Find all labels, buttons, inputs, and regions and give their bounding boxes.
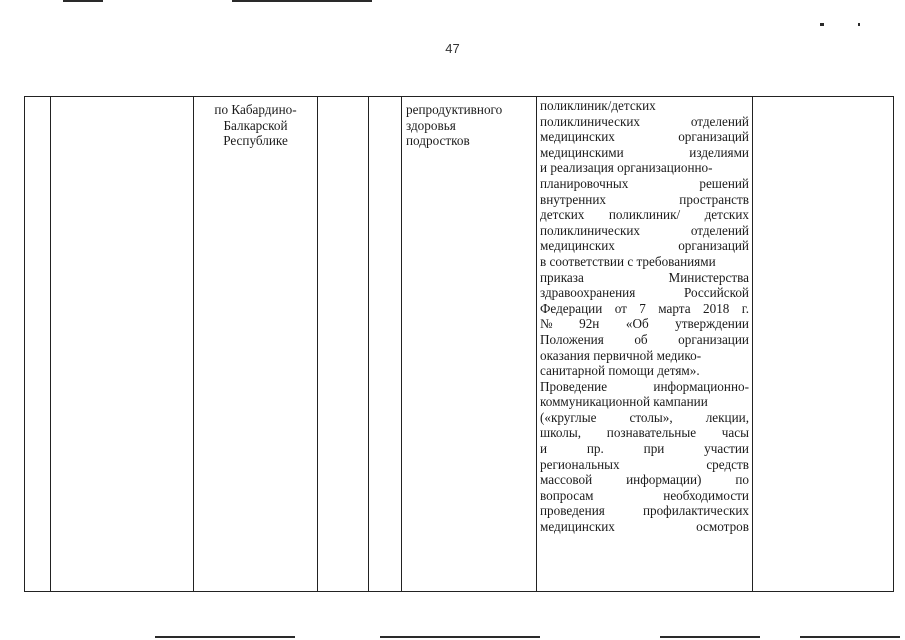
cell-end-date — [369, 97, 402, 592]
measures-word: поликлиник/ — [608, 207, 681, 223]
measures-line — [540, 129, 749, 145]
measures-word: лекции, — [705, 409, 749, 425]
measures-word: при — [643, 441, 665, 457]
measures-word: пр. — [586, 441, 604, 457]
executor-line: Республике — [223, 133, 288, 149]
measures-word: вопросам — [540, 487, 594, 503]
measures-line — [540, 457, 749, 473]
cell-executor — [194, 97, 318, 592]
measures-line — [540, 332, 749, 348]
measures-word: поликлинических — [540, 113, 641, 129]
scan-mark-bottom-left — [155, 636, 295, 638]
measures-word: детских — [704, 207, 749, 223]
measures-word: школы, — [540, 425, 582, 441]
measures-word: решений — [699, 175, 749, 191]
scan-mark-bottom-right — [800, 636, 900, 638]
measures-line: поликлиник/детских — [540, 98, 656, 113]
measures-line — [540, 145, 749, 161]
measures-word: осмотров — [696, 519, 749, 535]
table-row — [25, 97, 894, 592]
measures-word: региональных — [540, 456, 620, 472]
measures-word: поликлинических — [540, 222, 641, 238]
measures-word: участии — [704, 441, 749, 457]
measures-word: от — [614, 300, 627, 316]
measures-line — [540, 316, 749, 332]
measures-word: внутренних — [540, 191, 607, 207]
measures-word: информационно- — [653, 378, 749, 394]
activity-line: подростков — [406, 133, 470, 149]
measures-word: познавательные — [606, 425, 697, 441]
measures-word: изделиями — [689, 144, 749, 160]
page-number: 47 — [445, 41, 460, 56]
measures-word: медицинских — [540, 238, 615, 254]
measures-word: организаций — [678, 238, 749, 254]
measures-line: коммуникационной кампании — [540, 394, 708, 410]
measures-word: утверждении — [675, 316, 749, 332]
measures-word: об — [634, 331, 648, 347]
document-table — [24, 96, 894, 592]
measures-line — [540, 114, 749, 130]
measures-word: медицинских — [540, 519, 615, 535]
measures-word: детских — [540, 207, 585, 223]
scan-mark-top-center — [232, 0, 372, 2]
measures-line: санитарной помощи детям». — [540, 363, 700, 379]
measures-word: столы», — [629, 409, 673, 425]
executor-line: Балкарской — [223, 117, 288, 133]
measures-word: № — [540, 316, 553, 332]
scan-mark-top-right-dot — [820, 23, 824, 26]
cell-measures — [537, 97, 753, 592]
measures-word: 2018 — [703, 300, 730, 316]
measures-word: профилактических — [642, 503, 749, 519]
measures-word: массовой — [540, 472, 593, 488]
measures-line — [540, 425, 749, 441]
measures-line — [540, 270, 749, 286]
activity-line: здоровья — [406, 117, 456, 133]
activity-line: репродуктивного — [406, 102, 503, 117]
measures-line — [540, 176, 749, 192]
measures-word: («круглые — [540, 409, 597, 425]
measures-word: Федерации — [540, 300, 603, 316]
cell-result — [753, 97, 894, 592]
measures-word: здравоохранения — [540, 285, 636, 301]
scan-mark-top-left — [63, 0, 103, 2]
cell-start-date — [318, 97, 369, 592]
measures-word: 92н — [579, 316, 600, 332]
measures-word: организации — [678, 331, 749, 347]
measures-word: медицинских — [540, 129, 615, 145]
measures-line — [540, 207, 749, 223]
measures-word: организаций — [678, 129, 749, 145]
measures-word: пространств — [679, 191, 749, 207]
executor-line: по Кабардино- — [214, 102, 297, 117]
measures-word: Положения — [540, 331, 604, 347]
measures-word: «Об — [625, 316, 649, 332]
measures-word: 7 — [639, 300, 646, 316]
measures-line — [540, 441, 749, 457]
measures-line — [540, 472, 749, 488]
cell-event — [51, 97, 194, 592]
measures-line — [540, 285, 749, 301]
scan-mark-top-right-dot — [858, 23, 860, 26]
measures-word: часы — [721, 425, 749, 441]
measures-line — [540, 192, 749, 208]
measures-word: отделений — [690, 222, 749, 238]
measures-line: и реализация организационно- — [540, 160, 713, 176]
cell-number — [25, 97, 51, 592]
scan-mark-bottom-center — [380, 636, 540, 638]
measures-word: Проведение — [540, 378, 608, 394]
measures-word: отделений — [690, 113, 749, 129]
measures-word: средств — [706, 456, 749, 472]
scan-mark-bottom-right — [660, 636, 760, 638]
measures-line — [540, 223, 749, 239]
measures-word: и — [540, 441, 548, 457]
measures-word: Российской — [684, 285, 749, 301]
measures-text — [540, 98, 749, 535]
measures-word: по — [735, 472, 749, 488]
measures-line — [540, 488, 749, 504]
measures-word: необходимости — [663, 487, 749, 503]
measures-word: проведения — [540, 503, 605, 519]
measures-word: марта — [658, 300, 691, 316]
measures-word: информации) — [626, 472, 702, 488]
measures-word: Министерства — [668, 269, 749, 285]
measures-word: приказа — [540, 269, 584, 285]
measures-line — [540, 379, 749, 395]
measures-line — [540, 519, 749, 535]
measures-word: планировочных — [540, 175, 629, 191]
measures-line — [540, 238, 749, 254]
measures-word: г. — [741, 300, 749, 316]
measures-line: оказания первичной медико- — [540, 347, 702, 363]
measures-line — [540, 503, 749, 519]
measures-line: в соответствии с требованиями — [540, 253, 716, 269]
measures-line — [540, 301, 749, 317]
measures-word: медицинскими — [540, 144, 624, 160]
cell-activity — [402, 97, 537, 592]
measures-line — [540, 410, 749, 426]
